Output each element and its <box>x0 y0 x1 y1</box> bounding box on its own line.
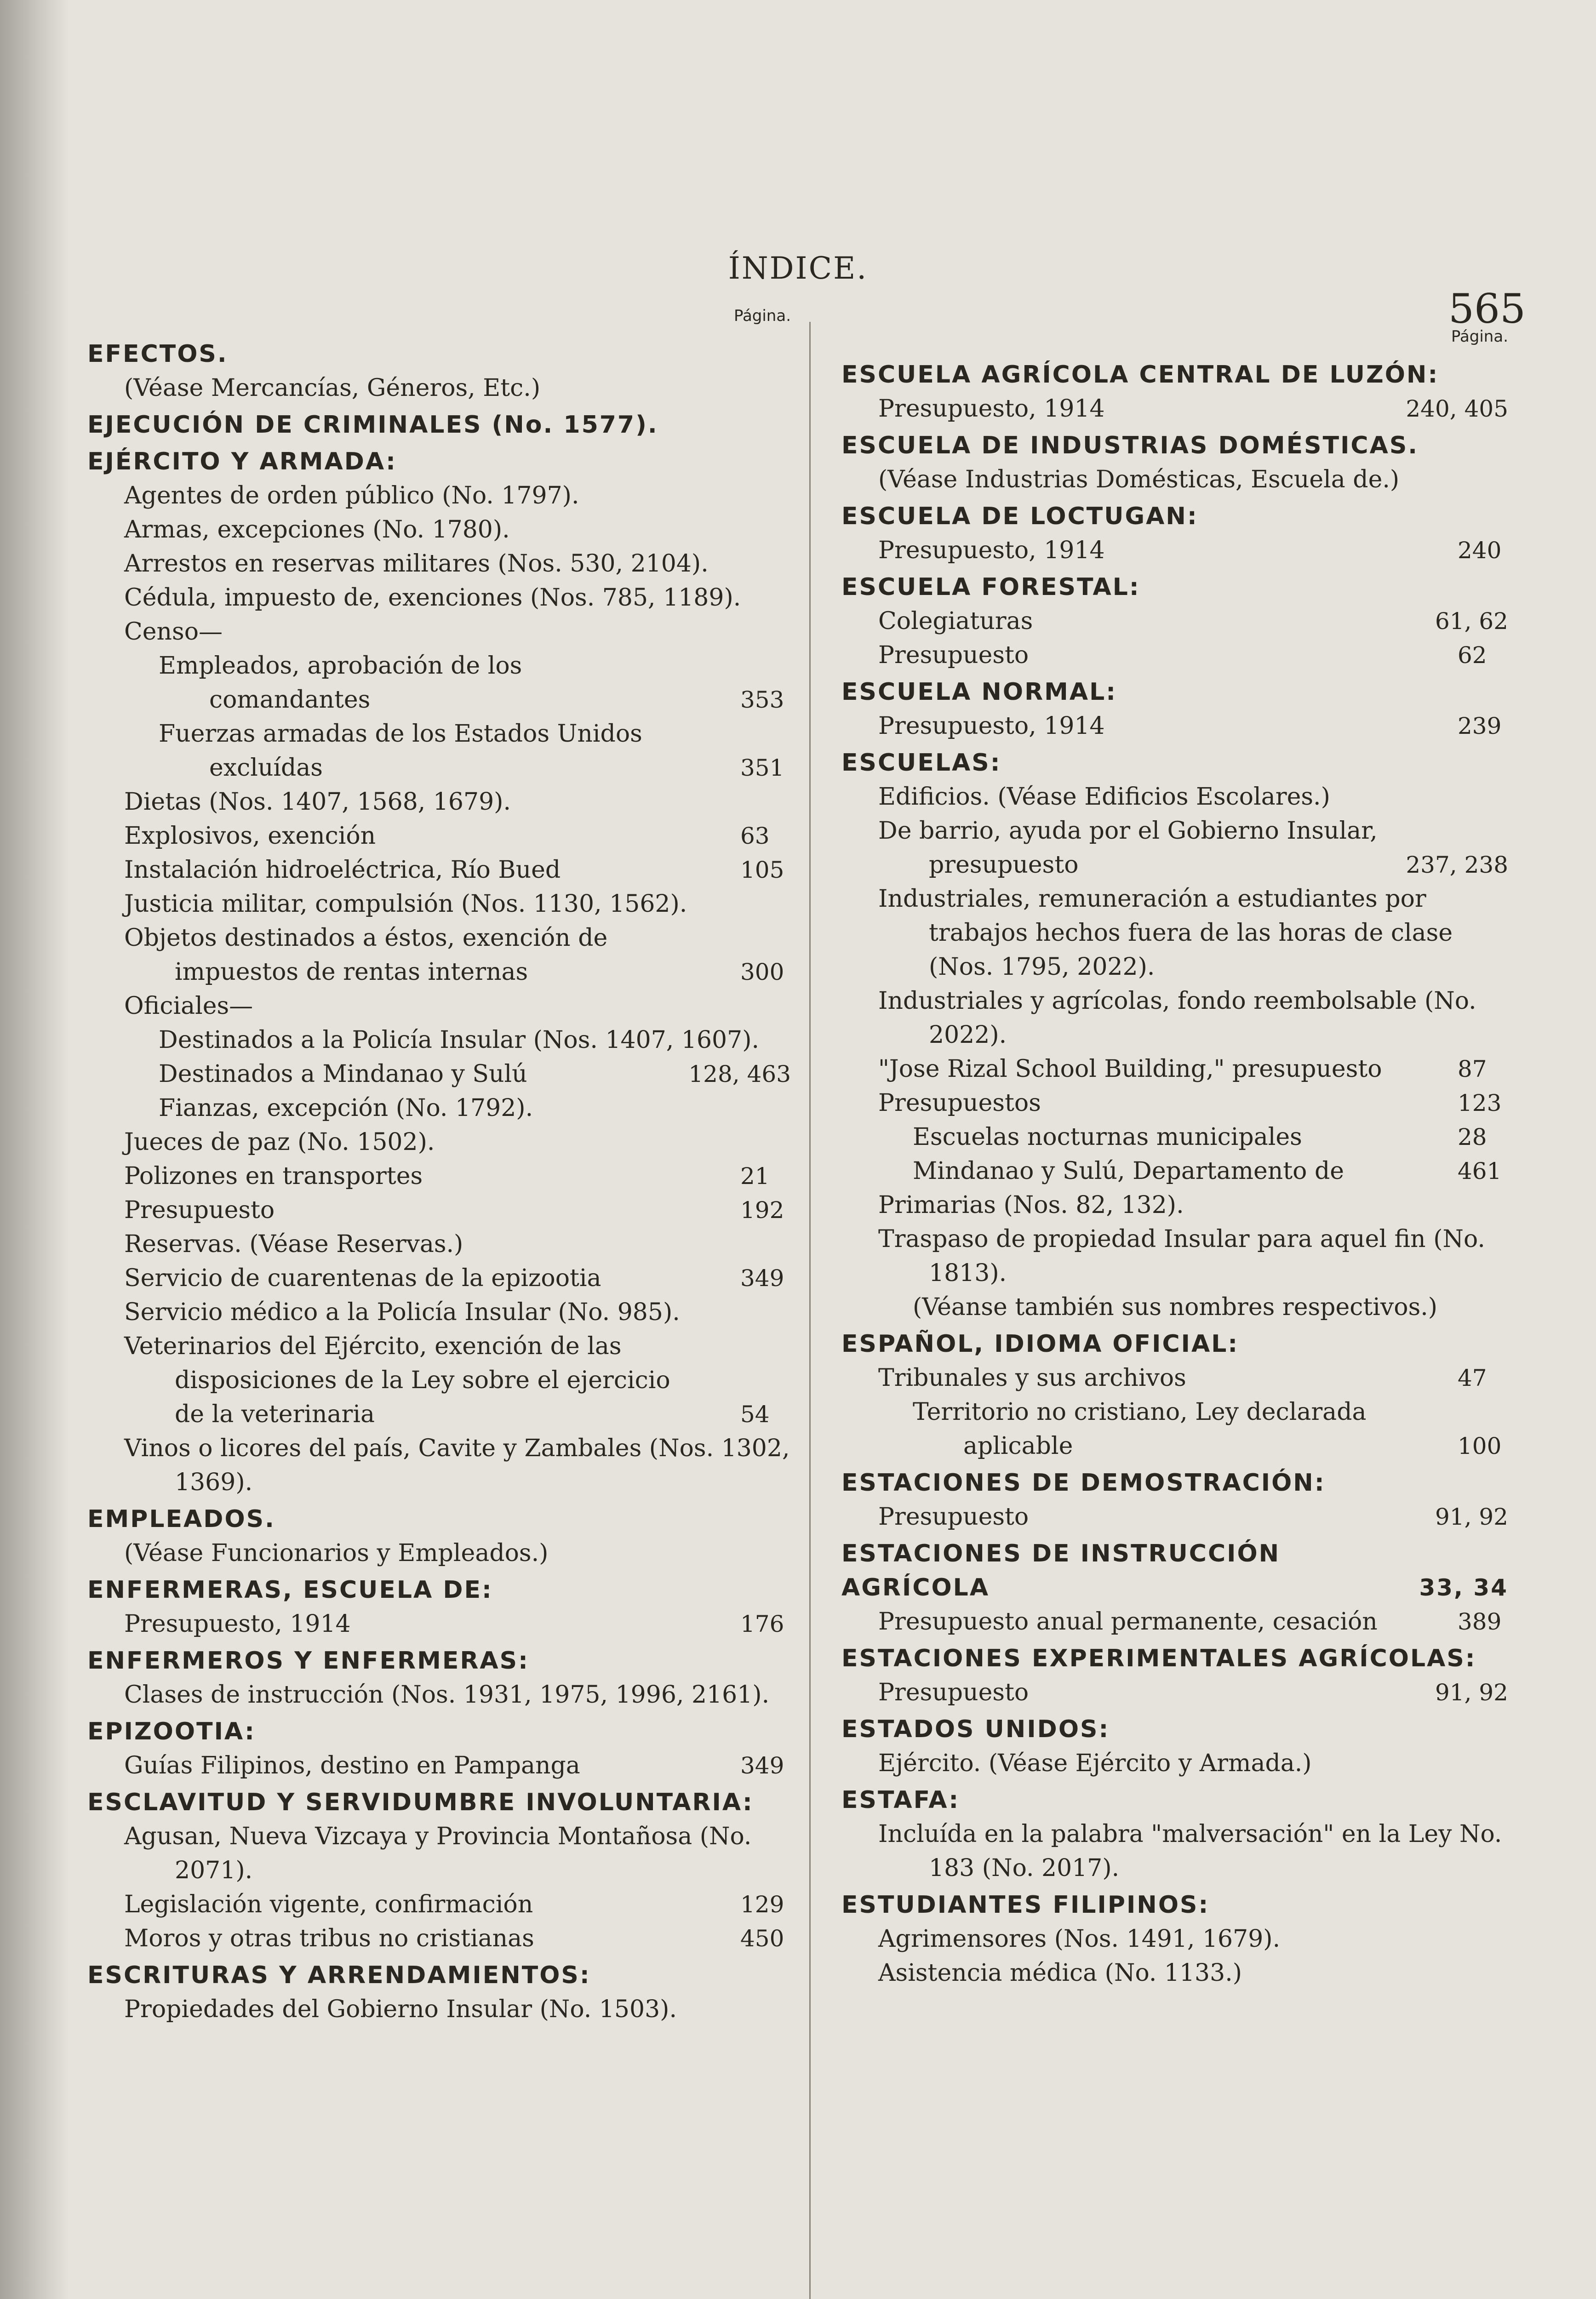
index-heading <box>841 1641 1508 1676</box>
index-entry <box>841 1222 1508 1290</box>
index-entry <box>841 780 1508 814</box>
index-entry <box>841 1500 1508 1534</box>
entry-text: Objetos destinados a éstos, exención de impuestos de rentas internas <box>124 924 608 986</box>
index-entry: Mindanao y Sulú, Departamento de 461 <box>913 1157 1502 1185</box>
entry-text: Ejército. (Véase Ejército y Armada.) <box>878 1750 1312 1777</box>
heading-text: ESCLAVITUD Y SERVIDUMBRE INVOLUNTARIA: <box>87 1789 754 1816</box>
index-entry <box>87 513 791 547</box>
index-entry <box>87 1057 791 1091</box>
entry-text: Jueces de paz (No. 1502). <box>124 1128 435 1156</box>
entry-text: Industriales, remuneración a estudiantes por trabajos hechos fuera de las horas de clase (Nos. 1795, 2022). <box>878 885 1453 981</box>
entry-text: Vinos o licores del país, Cavite y Zambales (Nos. 1302, 1369). <box>124 1435 790 1496</box>
entry-text: Destinados a la Policía Insular (Nos. 1407, 1607). <box>159 1026 760 1054</box>
heading-text: EFECTOS. <box>87 340 228 368</box>
index-entry <box>87 1431 791 1499</box>
index-entry <box>841 1746 1508 1780</box>
index-heading <box>87 337 791 371</box>
page-reference: 61, 62 <box>1435 608 1508 635</box>
index-heading <box>841 1712 1508 1746</box>
page-reference: 91, 92 <box>1435 1679 1508 1706</box>
index-heading <box>841 1783 1508 1817</box>
index-heading <box>841 1888 1508 1922</box>
index-entry <box>87 581 791 615</box>
index-entry: Guías Filipinos, destino en Pampanga 349 <box>124 1752 784 1779</box>
entry-text: Propiedades del Gobierno Insular (No. 1503). <box>124 1996 677 2023</box>
entry-text: Agusan, Nueva Vizcaya y Provincia Montañosa (No. 2071). <box>124 1823 752 1884</box>
entry-text: Presupuesto, 1914 <box>878 537 1105 564</box>
index-heading <box>87 445 791 479</box>
entry-text: Destinados a Mindanao y Sulú <box>159 1060 527 1088</box>
entry-text: Colegiaturas <box>878 607 1033 635</box>
entry-text: Instalación hidroeléctrica, Río Bued <box>124 856 561 884</box>
entry-text: (Véase Funcionarios y Empleados.) <box>124 1539 549 1567</box>
index-entry <box>87 1091 791 1125</box>
entry-text: Tribunales y sus archivos <box>878 1364 1186 1392</box>
index-heading <box>841 1537 1508 1605</box>
index-entry: "Jose Rizal School Building," presupuesto 87 <box>878 1055 1487 1083</box>
entry-text: Explosivos, exención <box>124 822 376 850</box>
index-entry <box>841 1188 1508 1222</box>
entry-text: Presupuesto, 1914 <box>878 712 1105 740</box>
index-entry: Presupuesto 62 <box>878 641 1487 669</box>
index-heading <box>87 1573 791 1607</box>
entry-text: Justicia militar, compulsión (Nos. 1130, 1562). <box>124 890 687 918</box>
entry-text: Presupuesto <box>878 1503 1029 1531</box>
index-entry <box>841 1817 1508 1885</box>
index-heading <box>841 746 1508 780</box>
heading-text: EJECUCIÓN DE CRIMINALES (No. 1577). <box>87 411 658 439</box>
index-entry <box>87 1125 791 1159</box>
index-column-left <box>87 301 791 2026</box>
column-divider <box>809 322 811 2299</box>
column-header-left <box>87 301 791 334</box>
page-reference: 91, 92 <box>1435 1504 1508 1530</box>
index-heading <box>87 408 791 442</box>
entry-text: "Jose Rizal School Building," presupuesto <box>878 1055 1382 1083</box>
entry-text: Moros y otras tribus no cristianas <box>124 1925 534 1952</box>
index-heading <box>841 1466 1508 1500</box>
entry-text: Presupuesto <box>878 1679 1029 1706</box>
entry-text: Presupuesto anual permanente, cesación <box>878 1608 1378 1636</box>
entry-text: Presupuesto, 1914 <box>878 395 1105 423</box>
entry-text: Dietas (Nos. 1407, 1568, 1679). <box>124 788 511 816</box>
index-entry: Moros y otras tribus no cristianas 450 <box>124 1925 784 1952</box>
page-column-label: Página. <box>733 307 791 325</box>
entry-text: Primarias (Nos. 82, 132). <box>878 1191 1184 1219</box>
entry-text: Veterinarios del Ejército, exención de las disposiciones de la Ley sobre el ejercicio de la veterinaria <box>124 1333 670 1428</box>
index-heading <box>841 1327 1508 1361</box>
entry-text: Asistencia médica (No. 1133.) <box>878 1959 1242 1987</box>
index-entry <box>841 463 1508 497</box>
index-entry <box>841 882 1508 984</box>
index-entry: Polizones en transportes 21 <box>124 1162 770 1190</box>
entry-text: Presupuesto <box>878 641 1029 669</box>
entry-text: Presupuesto, 1914 <box>124 1610 351 1638</box>
index-entries-left <box>87 337 791 2026</box>
index-entry: Objetos destinados a éstos, exención de impuestos de rentas internas 300 <box>124 924 784 986</box>
index-entry: Instalación hidroeléctrica, Río Bued 105 <box>124 856 784 884</box>
index-heading <box>87 1502 791 1536</box>
entry-text: Agentes de orden público (No. 1797). <box>124 482 579 509</box>
heading-text: ESCUELA DE INDUSTRIAS DOMÉSTICAS. <box>841 432 1419 459</box>
heading-text: ESTUDIANTES FILIPINOS: <box>841 1891 1210 1919</box>
index-entry <box>841 1956 1508 1990</box>
page-column-label: Página. <box>1451 327 1508 346</box>
entry-text: Polizones en transportes <box>124 1162 423 1190</box>
column-header-right <box>841 322 1508 355</box>
entry-text: Territorio no cristiano, Ley declarada aplicable <box>913 1398 1367 1460</box>
entry-text: (Véanse también sus nombres respectivos.) <box>913 1293 1438 1321</box>
index-heading <box>841 358 1508 392</box>
index-entry: Presupuesto 192 <box>124 1196 784 1224</box>
heading-text: ESCUELA DE LOCTUGAN: <box>841 503 1198 530</box>
entry-text: Servicio de cuarentenas de la epizootia <box>124 1264 601 1292</box>
heading-text: ENFERMERAS, ESCUELA DE: <box>87 1576 493 1604</box>
entry-text: Guías Filipinos, destino en Pampanga <box>124 1752 580 1779</box>
heading-text: ESTACIONES DE INSTRUCCIÓN AGRÍCOLA <box>841 1540 1281 1601</box>
index-entry <box>87 1819 791 1887</box>
heading-text: ESPAÑOL, IDIOMA OFICIAL: <box>841 1330 1239 1358</box>
entry-text: Industriales y agrícolas, fondo reembolsable (No. 2022). <box>878 987 1476 1049</box>
entry-text: Legislación vigente, confirmación <box>124 1891 533 1918</box>
page-edge-shadow <box>0 0 69 2299</box>
page-number: 565 <box>1448 285 1526 332</box>
index-entry <box>87 1295 791 1329</box>
heading-text: EMPLEADOS. <box>87 1505 275 1533</box>
index-entry <box>841 984 1508 1052</box>
entry-text: Arrestos en reservas militares (Nos. 530, 2104). <box>124 550 709 578</box>
entry-text: Incluída en la palabra "malversación" en la Ley No. 183 (No. 2017). <box>878 1820 1502 1882</box>
entry-text: Presupuestos <box>878 1089 1041 1117</box>
page-reference: 240, 405 <box>1406 395 1508 422</box>
index-entry: Presupuesto, 1914 240 <box>878 537 1502 564</box>
index-heading <box>841 675 1508 709</box>
entry-text: Censo— <box>124 618 223 646</box>
entry-text: Agrimensores (Nos. 1491, 1679). <box>878 1925 1281 1953</box>
entry-text: Mindanao y Sulú, Departamento de <box>913 1157 1344 1185</box>
index-heading <box>87 1644 791 1678</box>
index-entry <box>841 1290 1508 1324</box>
index-heading <box>87 1785 791 1819</box>
index-entry <box>87 1536 791 1570</box>
heading-text: EJÉRCITO Y ARMADA: <box>87 448 397 475</box>
entry-text: Fianzas, excepción (No. 1792). <box>159 1094 533 1122</box>
entry-text: Clases de instrucción (Nos. 1931, 1975, 1996, 2161). <box>124 1681 770 1709</box>
index-column-right <box>841 322 1508 1990</box>
heading-text: ESCUELA FORESTAL: <box>841 573 1140 601</box>
index-entry: Presupuesto anual permanente, cesación 389 <box>878 1608 1502 1636</box>
heading-text: EPIZOOTIA: <box>87 1718 256 1745</box>
index-entry <box>841 1676 1508 1710</box>
index-entry: Empleados, aprobación de los comandantes 353 <box>159 652 784 714</box>
index-entry: Tribunales y sus archivos 47 <box>878 1364 1487 1392</box>
index-entry <box>87 1992 791 2026</box>
entry-text: Presupuesto <box>124 1196 275 1224</box>
index-entry <box>87 615 791 649</box>
entry-text: De barrio, ayuda por el Gobierno Insular, presupuesto <box>878 817 1378 879</box>
page-title: ÍNDICE. <box>728 251 868 286</box>
index-entry <box>841 814 1508 882</box>
entry-text: Edificios. (Véase Edificios Escolares.) <box>878 783 1330 811</box>
entry-text: Cédula, impuesto de, exenciones (Nos. 785, 1189). <box>124 584 741 612</box>
index-entry <box>87 1023 791 1057</box>
index-heading <box>87 1715 791 1749</box>
index-entry: Territorio no cristiano, Ley declarada aplicable 100 <box>913 1398 1502 1460</box>
page-reference: 128, 463 <box>688 1061 791 1087</box>
index-heading <box>841 429 1508 463</box>
entry-text: Empleados, aprobación de los comandantes <box>159 652 522 714</box>
index-entry: Escuelas nocturnas municipales 28 <box>913 1123 1487 1151</box>
heading-text: ESTADOS UNIDOS: <box>841 1716 1110 1743</box>
index-entry <box>87 1678 791 1712</box>
heading-text: ESCRITURAS Y ARRENDAMIENTOS: <box>87 1962 591 1989</box>
index-heading <box>87 1958 791 1992</box>
page-reference: 33, 34 <box>1419 1574 1508 1601</box>
entry-text: Oficiales— <box>124 992 253 1020</box>
entry-text: (Véase Mercancías, Géneros, Etc.) <box>124 374 541 402</box>
heading-text: ESCUELA NORMAL: <box>841 678 1117 706</box>
index-entry <box>841 1922 1508 1956</box>
heading-text: ESTACIONES DE DEMOSTRACIÓN: <box>841 1469 1326 1497</box>
index-heading <box>841 499 1508 533</box>
index-entry <box>87 785 791 819</box>
heading-text: ESTACIONES EXPERIMENTALES AGRÍCOLAS: <box>841 1645 1476 1672</box>
index-entry <box>87 1227 791 1261</box>
index-entry: Veterinarios del Ejército, exención de las disposiciones de la Ley sobre el ejercicio de la veterinaria 54 <box>124 1333 770 1428</box>
entry-text: Escuelas nocturnas municipales <box>913 1123 1302 1151</box>
index-entry <box>87 479 791 513</box>
index-entry: Legislación vigente, confirmación 129 <box>124 1891 784 1918</box>
index-entry <box>87 887 791 921</box>
index-entry <box>841 604 1508 638</box>
entry-text: (Véase Industrias Domésticas, Escuela de.) <box>878 466 1400 493</box>
heading-text: ESTAFA: <box>841 1786 960 1814</box>
index-entry <box>87 989 791 1023</box>
index-entry: Fuerzas armadas de los Estados Unidos excluídas 351 <box>159 720 784 782</box>
index-entry: Explosivos, exención 63 <box>124 822 770 850</box>
index-entry: Presupuesto, 1914 239 <box>878 712 1502 740</box>
entry-text: Reservas. (Véase Reservas.) <box>124 1230 463 1258</box>
entry-text: Traspaso de propiedad Insular para aquel fin (No. 1813). <box>878 1225 1485 1287</box>
index-entry <box>87 371 791 405</box>
index-entry <box>841 392 1508 426</box>
index-entries-right <box>841 358 1508 1990</box>
heading-text: ESCUELAS: <box>841 749 1001 777</box>
index-heading <box>841 570 1508 604</box>
index-entry: Presupuesto, 1914 176 <box>124 1610 784 1638</box>
page-reference: 237, 238 <box>1406 852 1508 878</box>
index-entry: Servicio de cuarentenas de la epizootia 349 <box>124 1264 784 1292</box>
heading-text: ENFERMEROS Y ENFERMERAS: <box>87 1647 529 1675</box>
entry-text: Armas, excepciones (No. 1780). <box>124 516 510 543</box>
entry-text: Fuerzas armadas de los Estados Unidos excluídas <box>159 720 642 782</box>
entry-text: Servicio médico a la Policía Insular (No. 985). <box>124 1298 680 1326</box>
index-entry <box>87 547 791 581</box>
heading-text: ESCUELA AGRÍCOLA CENTRAL DE LUZÓN: <box>841 361 1439 389</box>
index-entry: Presupuestos 123 <box>878 1089 1502 1117</box>
